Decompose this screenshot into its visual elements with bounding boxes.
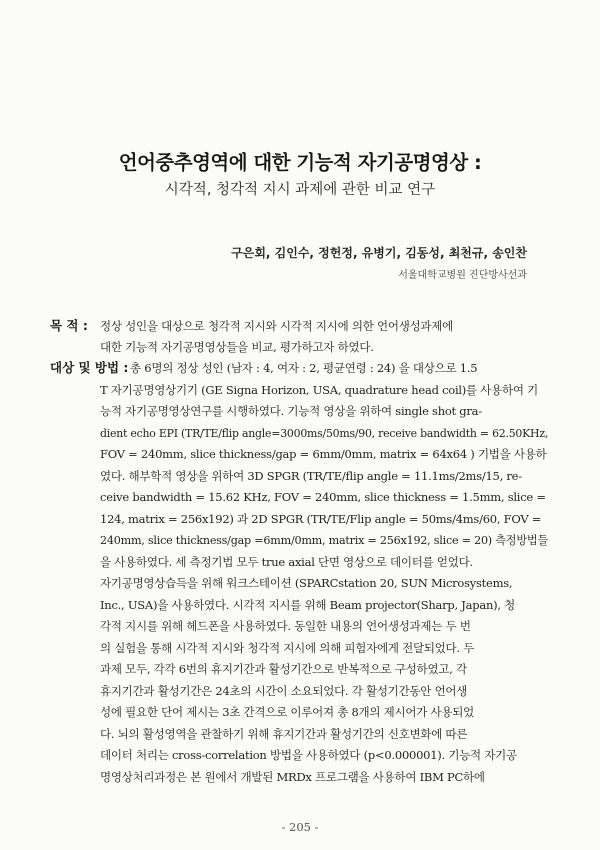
- methods-line: 총 6명의 정상 성인 (남자 : 4, 여자 : 2, 평균연령 : 24) 을 대상으로 1.5: [130, 361, 478, 375]
- methods-line: 을 사용하였다. 세 측정기법 모두 true axial 단면 영상으로 데이터를 얻었다.: [100, 554, 473, 569]
- methods-line: 124, matrix = 256x192) 과 2D SPGR (TR/TE/Flip angle = 50ms/4ms/60, FOV =: [100, 511, 542, 526]
- methods-line: 데이터 처리는 cross-correlation 방법을 사용하였다 (p<0.000001). 기능적 자기공: [100, 748, 517, 762]
- methods-line: 성에 필요한 단어 제시는 3초 간격으로 이루어져 총 8개의 제시어가 사용되었: [100, 705, 474, 719]
- paper-title: 언어중추영역에 대한 기능적 자기공명영상 :: [118, 151, 482, 174]
- methods-line: 과제 모두, 각각 6번의 휴지기간과 활성기간으로 반복적으로 구성하였고, 각: [100, 662, 467, 676]
- methods-line: 휴지기간과 활성기간은 24초의 시간이 소요되었다. 각 활성기간동안 언어생: [100, 683, 468, 698]
- page-number: - 205 -: [281, 820, 319, 834]
- purpose-line: 정상 성인을 대상으로 청각적 지시와 시각적 지시에 의한 언어생성과제에: [100, 319, 454, 333]
- affiliation: 서울대학교병원 진단방사선과: [398, 270, 527, 281]
- methods-line: 자기공명영상습득을 위해 워크스테이션 (SPARCstation 20, SUN Microsystems,: [100, 576, 513, 590]
- methods-line: 였다. 해부학적 영상을 위하여 3D SPGR (TR/TE/flip angle = 11.1ms/2ms/15, re-: [100, 468, 522, 483]
- methods-line: dient echo EPI (TR/TE/flip angle=3000ms/50ms/90, receive bandwidth = 62.50KHz,: [100, 425, 549, 440]
- methods-line: 240mm, slice thickness/gap =6mm/0mm, matrix = 256x192, slice = 20) 측정방법들: [100, 533, 549, 547]
- methods-line: FOV = 240mm, slice thickness/gap = 6mm/0mm, matrix = 64x64 ) 기법을 사용하: [100, 447, 547, 461]
- methods-line: 의 실험을 통해 시각적 지시와 청각적 지시에 의해 피험자에게 전달되었다. 두: [100, 640, 475, 655]
- methods-line: 각적 지시를 위해 헤드폰을 사용하였다. 동일한 내용의 언어생성과제는 두 번: [100, 619, 471, 633]
- author-list: 구은회, 김인수, 정헌정, 유병기, 김동성, 최천규, 송인찬: [231, 246, 527, 260]
- methods-section: [50, 358, 550, 788]
- purpose-label: 목 적 :: [50, 318, 88, 333]
- methods-line: Inc., USA)을 사용하였다. 시각적 지시를 위해 Beam projector(Sharp, Japan), 청: [100, 597, 516, 612]
- methods-line: 다. 뇌의 활성영역을 관찰하기 위해 휴지기간과 활성기간의 신호변화에 따른: [100, 726, 468, 741]
- methods-label: 대상 및 방법 :: [50, 360, 129, 375]
- methods-line: ceive bandwidth = 15.62 KHz, FOV = 240mm, slice thickness = 1.5mm, slice =: [100, 490, 546, 504]
- purpose-line: 대한 기능적 자기공명영상들을 비교, 평가하고자 하였다.: [100, 340, 374, 354]
- paper-subtitle: 시각적, 청각적 지시 과제에 관한 비교 연구: [164, 182, 436, 198]
- purpose-section: [50, 316, 550, 361]
- methods-line: 명영상처리과정은 본 원에서 개발된 MRDx 프로그램을 사용하여 IBM PC하에: [100, 769, 485, 784]
- methods-line: 능적 자기공명영상연구를 시행하였다. 기능적 영상을 위하여 single shot gra-: [100, 404, 482, 418]
- methods-line: T 자기공명영상기기 (GE Signa Horizon, USA, quadrature head coil)를 사용하여 기: [100, 382, 539, 397]
